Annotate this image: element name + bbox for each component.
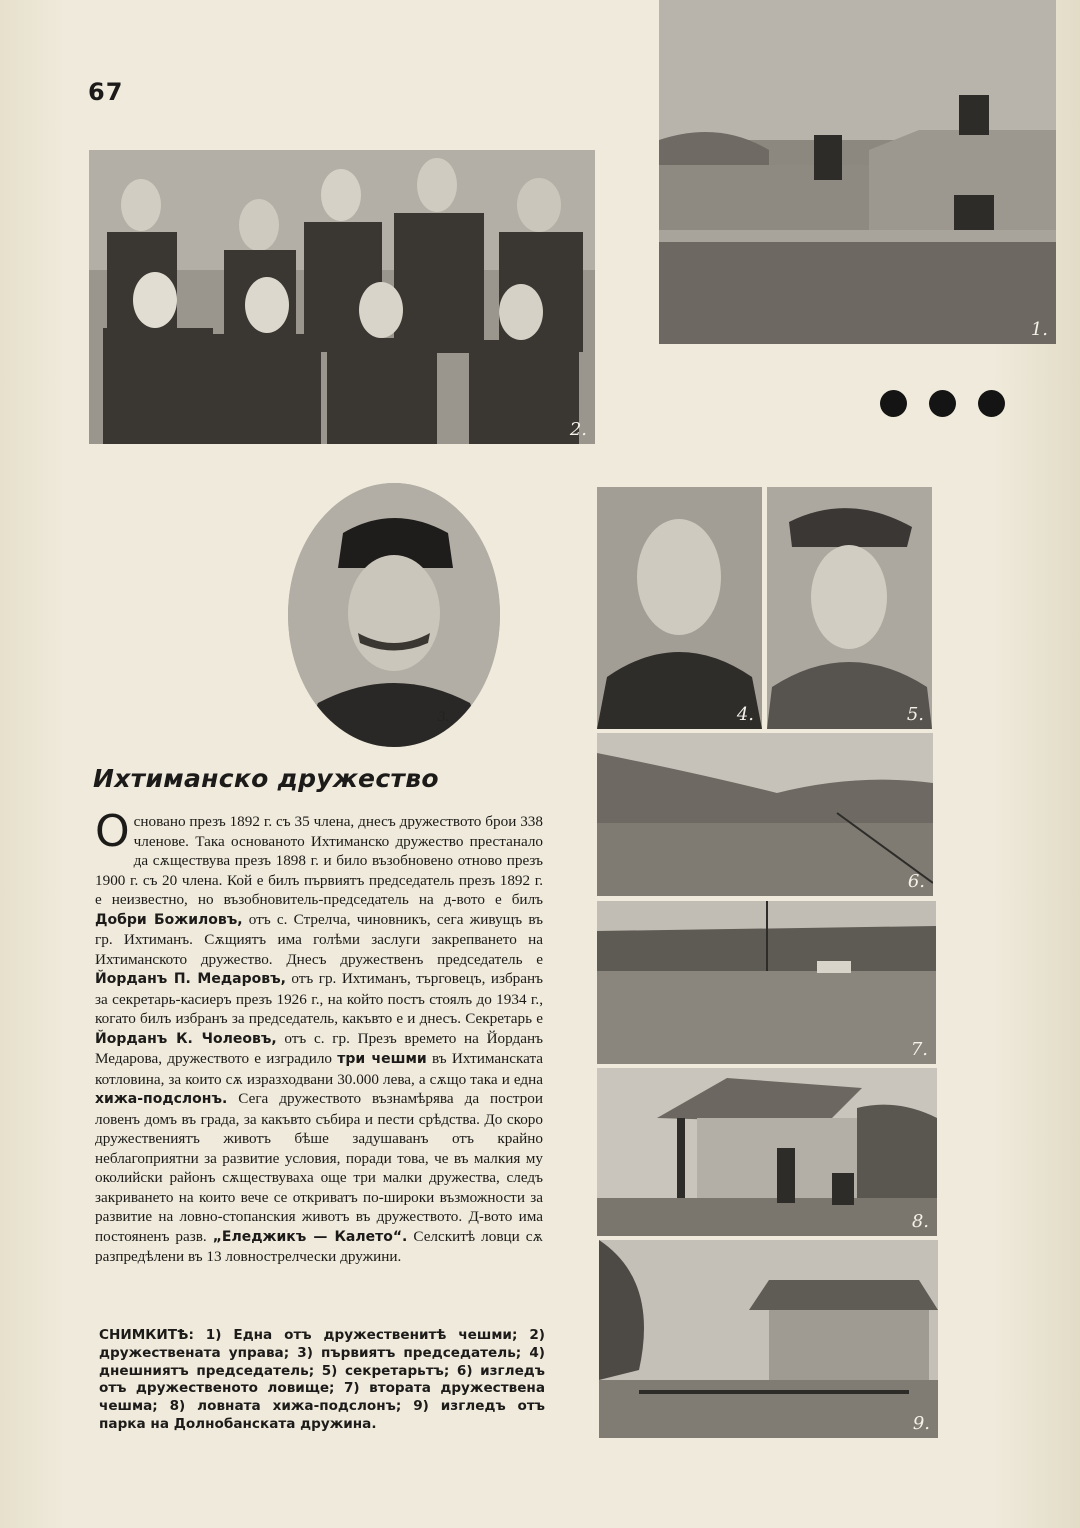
person-name: Йорданъ П. Медаровъ, bbox=[95, 971, 286, 987]
body-text: отъ с. гр. Презъ времето на Йорданъ Медарова, дружеството е изградило bbox=[95, 1029, 543, 1067]
photo-number: 2. bbox=[569, 419, 587, 440]
photo-hunting-hut bbox=[597, 1068, 937, 1236]
body-text: Сега дружеството възнамѣрява да построи ловенъ домъ въ града, за какъвто събира и пести срѣдства. До скоро дружествениятъ животъ бѣше задушаванъ отъ крайно неблагоприятни за развитие условия, поради това, че въ малкия му околийски районъ сѫществуваха още три малки дружества, следъ закриването на които вече се откриватъ по-широки възможности за развитие на ловно-стопанския животъ въ дружеството. Д-вото има постояненъ разв. bbox=[95, 1090, 543, 1245]
photo-board-members bbox=[89, 150, 595, 444]
photo-number: 4. bbox=[736, 704, 754, 725]
decorative-dots bbox=[880, 390, 1005, 417]
article-title: Ихтиманско дружество bbox=[93, 764, 439, 793]
photo-captions: СНИМКИТѢ: 1) Една отъ дружественитѣ чешми; 2) дружествената управа; 3) първиятъ председатель; 4) днешниятъ председатель; 5) секретарьтъ; 6) изгледъ отъ дружественото ловище; 7) втората дружествена чешма; 8) ловната хижа-подслонъ; 9) изгледъ отъ парка на Долнобанската дружина. bbox=[99, 1327, 545, 1432]
photo-number: 9. bbox=[912, 1413, 930, 1434]
photo-number: 8. bbox=[911, 1211, 929, 1232]
photo-second-fountain bbox=[597, 901, 936, 1064]
place-name: „Еледжикъ — Калето“. bbox=[212, 1228, 408, 1245]
photo-number: 7. bbox=[910, 1039, 928, 1060]
body-text: въ Ихтиманската котловина, за които сѫ изразходвани 30.000 лева, а сѫщо така и една bbox=[95, 1050, 544, 1088]
dot-icon bbox=[880, 390, 907, 417]
drop-cap: О bbox=[95, 806, 130, 857]
photo-fountain bbox=[659, 0, 1056, 344]
body-text: отъ гр. Ихтиманъ, търговецъ, избранъ за секретарь-касиеръ презъ 1926 г., на който постъ стоялъ до 1934 г., когато билъ избранъ за председатель, какъвто е и днесъ. Секретарь е bbox=[95, 970, 544, 1027]
person-name: Добри Божиловъ, bbox=[95, 911, 243, 928]
highlight-text: три чешми bbox=[337, 1051, 427, 1067]
photo-secretary bbox=[767, 487, 932, 729]
dot-icon bbox=[929, 390, 956, 417]
body-text: Селскитѣ ловци сѫ разпредѣлени въ 13 ловнострелчески дружини. bbox=[95, 1227, 543, 1265]
page-number: 67 bbox=[88, 78, 124, 106]
highlight-text: хижа-подслонъ. bbox=[95, 1091, 228, 1107]
body-text: сновано презъ 1892 г. съ 35 члена, днесъ дружеството брои 338 членове. Така основаното Ихтиманско дружество престанало да сѫществува презъ 1898 г. и било възобновено отново презъ 1900 г. съ 20 члена. Кой е билъ първиятъ председатель презъ 1892 г. е неизвестно, но възобновитель-председатель на д-вото е билъ bbox=[95, 813, 543, 908]
photo-first-chairman bbox=[288, 483, 500, 747]
person-name: Йорданъ К. Чолеовъ, bbox=[95, 1030, 277, 1047]
photo-current-chairman bbox=[597, 487, 762, 729]
article-body bbox=[95, 806, 544, 1267]
photo-number: 3. bbox=[438, 709, 450, 725]
photo-hunting-ground bbox=[597, 733, 933, 896]
body-text: отъ с. Стрелча, чиновникъ, сега живущъ въ гр. Ихтиманъ. Сѫщиятъ има голѣми заслуги закрепването на Ихтиманското дружество. Днесъ дружественъ председатель е bbox=[95, 910, 544, 968]
photo-number: 1. bbox=[1030, 319, 1048, 340]
photo-number: 5. bbox=[906, 704, 924, 725]
photo-park-view bbox=[599, 1240, 938, 1438]
photo-number: 6. bbox=[907, 871, 925, 892]
dot-icon bbox=[978, 390, 1005, 417]
